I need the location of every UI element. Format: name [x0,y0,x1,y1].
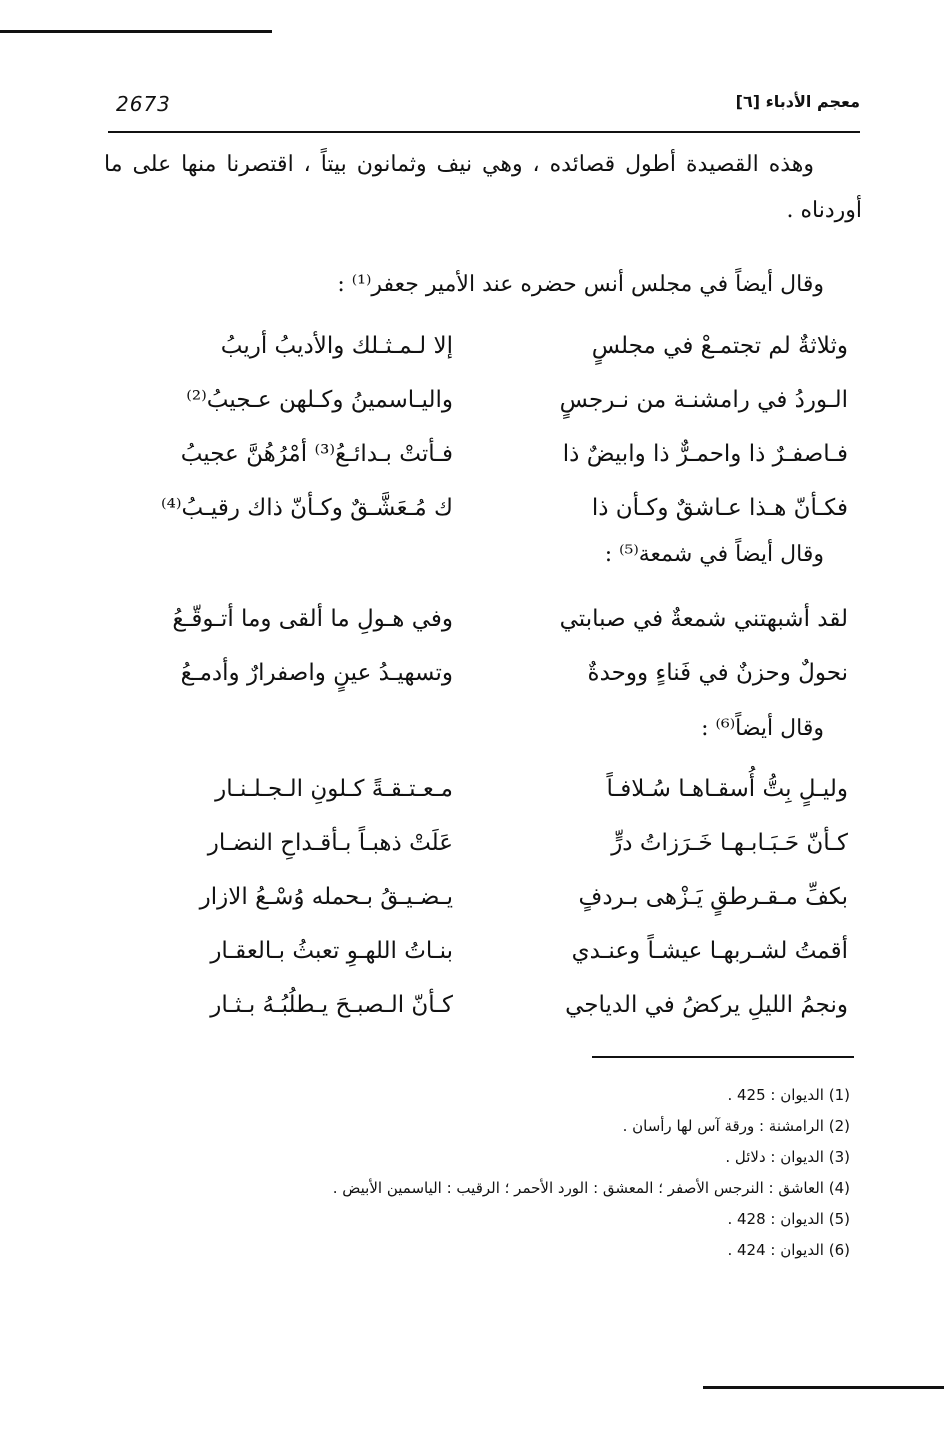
poem-3 [148,776,848,1046]
first-hemistich: وليـلٍ بِتُّ أُسقـاهـا سُـلافـاً [606,776,848,802]
header-rule [108,131,860,133]
verse-line [148,830,848,884]
footnote: (5) الديوان : 428 . [727,1210,850,1228]
verse-line [148,938,848,992]
poem-2 [148,606,848,714]
footnotes [130,1080,850,1266]
footnote: (6) الديوان : 424 . [727,1241,850,1259]
second-hemistich: واليـاسمينُ وكـلهن عـجيبُ⁽²⁾ [186,387,453,413]
second-hemistich: مـعـتـقـةً كـلونِ الـجـلـنـار [215,776,453,802]
verse-line [148,884,848,938]
section2-intro: وقال أيضاً في شمعة⁽⁵⁾ : [604,542,824,567]
verse-line [148,387,848,441]
footnote-rule [592,1056,854,1058]
poem-1 [148,333,848,549]
verse-line [148,333,848,387]
second-hemistich: وفي هـولِ ما ألقى وما أتـوقّـعُ [172,606,453,632]
second-hemistich: وتسهيـدُ عينٍ واصفرارٌ وأدمـعُ [180,660,453,686]
second-hemistich: ك مُـعَشَّـقٌ وكـأنّ ذاك رقيـبُ⁽⁴⁾ [161,495,453,521]
second-hemistich: بنـاتُ اللهـوِ تعبثُ بـالعقـار [210,938,453,964]
page-number: 2673 [116,92,171,116]
first-hemistich: وثلاثةٌ لم تجتمـعْ في مجلسٍ [591,333,848,359]
first-hemistich: الـوردُ في رامشنـة من نـرجسٍ [559,387,848,413]
verse-line [148,495,848,549]
first-hemistich: فكـأنّ هـذا عـاشقٌ وكـأن ذا [591,495,848,521]
section1-intro: وقال أيضاً في مجلس أنس حضره عند الأمير جعفر⁽¹⁾ : [337,272,824,297]
scan-edge-line-bottom [703,1386,944,1389]
section3-intro: وقال أيضاً⁽⁶⁾ : [701,716,824,741]
footnote: (3) الديوان : دلائل . [725,1148,850,1166]
footnote: (1) الديوان : 425 . [727,1086,850,1104]
second-hemistich: إلا لـمـثـلك والأديبُ أريبُ [220,333,453,359]
running-header [108,92,860,132]
second-hemistich: فـأتتْ بـدائـعُ⁽³⁾ أمْرُهُنَّ عجيبُ [180,441,453,467]
verse-line [148,992,848,1046]
intro-paragraph: وهذه القصيدة أطول قصائده ، وهي نيف وثمانون بيتاً ، اقتصرنا منها على ما أوردناه . [104,152,862,223]
book-title: معجم الأدباء [٦] [735,92,860,111]
verse-line [148,776,848,830]
first-hemistich: فـاصفـرٌ ذا واحمـرٌّ ذا وابيضٌ ذا [562,441,848,467]
first-hemistich: ونجمُ الليلِ يركضُ في الدياجي [565,992,848,1018]
first-hemistich: نحولٌ وحزنٌ في فَناءٍ ووحدةٌ [587,660,848,686]
footnote: (4) العاشق : النرجس الأصفر ؛ المعشق : الورد الأحمر ؛ الرقيب : الياسمين الأبيض . [332,1179,850,1197]
second-hemistich: كـأنّ الـصبـحَ يـطلُبُـهُ بـثـار [210,992,453,1018]
scan-edge-line-top [0,30,272,33]
first-hemistich: كـأنّ حَـبَـابـهـا خَـرَزاتُ درٍّ [611,830,848,856]
first-hemistich: بكفِّ مـقـرطقٍ يَـزْهى بـردفٍ [578,884,848,910]
first-hemistich: لقد أشبهتني شمعةٌ في صبابتي [559,606,848,632]
second-hemistich: عَلَتْ ذهبـاً بـأقـداحِ النضـار [207,830,453,856]
verse-line [148,660,848,714]
first-hemistich: أقمتُ لشـربهـا عيشـاً وعنـدي [571,938,848,964]
second-hemistich: يـضـيـقُ بـحمله وُسْـعُ الازار [199,884,453,910]
footnote: (2) الرامشنة : ورقة آس لها رأسان . [622,1117,850,1135]
verse-line [148,606,848,660]
verse-line [148,441,848,495]
